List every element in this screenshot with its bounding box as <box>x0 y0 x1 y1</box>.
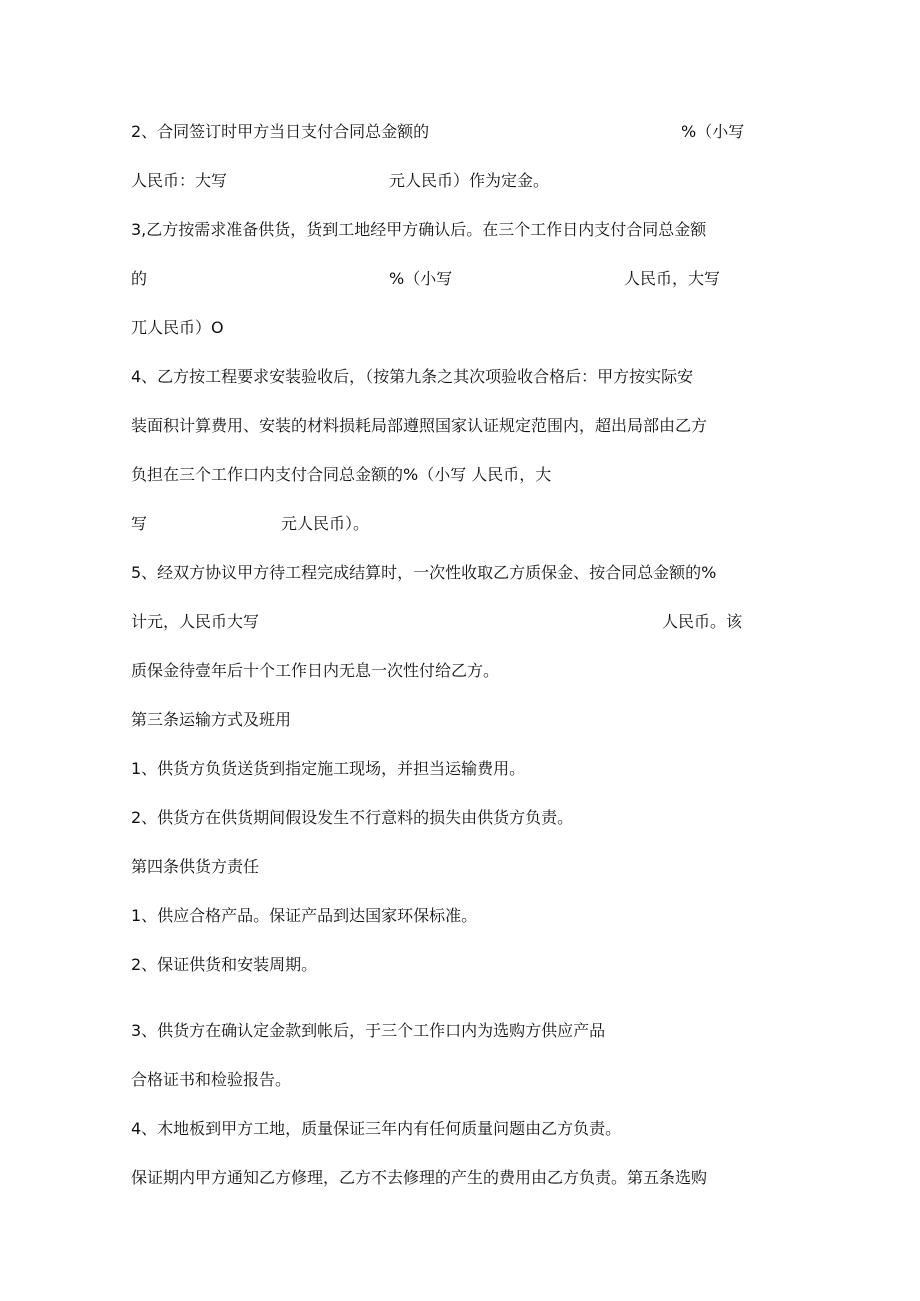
text-line <box>0 756 920 782</box>
text-line <box>0 805 920 831</box>
text-segment: 第四条供货方责任 <box>131 857 260 876</box>
text-segment: 质保金待壹年后十个工作日内无息一次性付给乙方。 <box>131 661 500 680</box>
text-line <box>0 1018 920 1044</box>
text-segment: 计元，人民币大写 <box>131 612 260 631</box>
text-line <box>0 658 920 684</box>
text-segment: 写 <box>131 514 148 533</box>
text-segment: 4、木地板到甲方工地，质量保证三年内有任何质量问题由乙方负责。 <box>131 1119 622 1138</box>
text-segment: 人民币。该 <box>662 612 743 631</box>
text-line <box>0 462 920 488</box>
text-segment: 人民币，大写 <box>624 269 721 288</box>
text-segment: 人民币：大写 <box>131 171 228 190</box>
text-segment: 的 <box>131 269 148 288</box>
section-heading <box>0 707 920 733</box>
text-segment: 保证期内甲方通知乙方修理，乙方不去修理的产生的费用由乙方负责。第五条选购 <box>131 1168 708 1187</box>
text-line <box>0 560 920 586</box>
text-line <box>0 1165 920 1191</box>
text-segment: 2、合同签订时甲方当日支付合同总金额的 <box>131 122 430 141</box>
text-segment: 3,乙方按需求准备供货，货到工地经甲方确认后。在三个工作日内支付合同总金额 <box>131 220 707 239</box>
text-line <box>0 217 920 243</box>
text-line <box>0 266 920 292</box>
text-segment: 元人民币）作为定金。 <box>389 171 550 190</box>
text-line <box>0 1116 920 1142</box>
text-line <box>0 1067 920 1093</box>
section-heading <box>0 854 920 880</box>
text-segment: 4、乙方按工程要求安装验收后，（按第九条之其次项验收合格后：甲方按实际安 <box>131 367 694 386</box>
text-segment: 1、供货方负货送货到指定施工现场，并担当运输费用。 <box>131 759 526 778</box>
text-segment: 元人民币）。 <box>281 514 370 533</box>
text-segment: 5、经双方协议甲方待工程完成结算时，一次性收取乙方质保金、按合同总金额的% <box>131 563 717 582</box>
text-segment: 2、供货方在供货期间假设发生不行意料的损失由供货方负责。 <box>131 808 574 827</box>
text-segment: 装面积计算费用、安装的材料损耗局部遵照国家认证规定范围内，超出局部由乙方 <box>131 416 708 435</box>
text-line <box>0 364 920 390</box>
text-segment: %（小写 <box>389 269 453 288</box>
text-segment: 兀人民币）O <box>131 318 224 337</box>
text-line <box>0 511 920 537</box>
text-line <box>0 903 920 929</box>
text-line <box>0 119 920 145</box>
text-segment: 2、保证供货和安装周期。 <box>131 955 318 974</box>
text-line <box>0 315 920 341</box>
text-segment: 合格证书和检验报告。 <box>131 1070 292 1089</box>
text-segment: 1、供应合格产品。保证产品到达国家环保标准。 <box>131 906 478 925</box>
text-line <box>0 952 920 978</box>
text-segment: 负担在三个工作口内支付合同总金额的%（小写 人民币，大 <box>131 465 552 484</box>
text-segment: 3、供货方在确认定金款到帐后，于三个工作口内为选购方供应产品 <box>131 1021 606 1040</box>
text-line <box>0 609 920 635</box>
text-line <box>0 413 920 439</box>
text-segment: 第三条运输方式及班用 <box>131 710 292 729</box>
text-segment: %（小写 <box>681 122 745 141</box>
text-line <box>0 168 920 194</box>
